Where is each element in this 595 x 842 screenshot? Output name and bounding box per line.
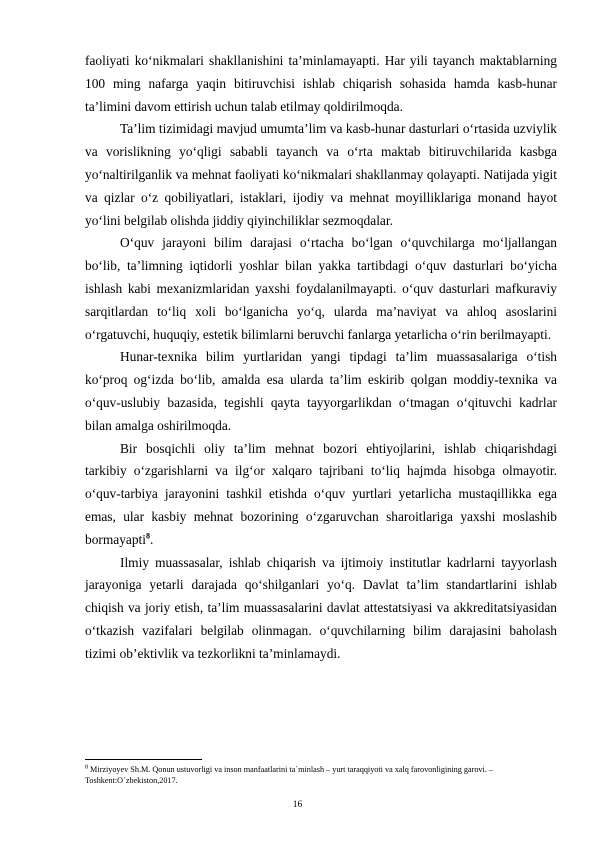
footnote-reference[interactable]: 8 [145,531,150,541]
page-body [85,50,557,666]
paragraph-3: O‘quv jarayoni bilim darajasi o‘rtacha bo‘lgan o‘quvchilarga mo‘ljallangan bo‘lib, ta’limning iqtidorli yoshlar bilan yakka tartibdagi o‘quv dasturlari bo‘yicha ishlash kabi mexanizmlaridan yaxshi foydalanilmayapti. o‘quv dasturlari mafkuraviy sarqitlardan to‘liq xoli bo‘lganicha yo‘q, ularda ma’naviyat va ahloq asoslarini o‘rgatuvchi, huquqiy, estetik bilimlarni beruvchi fanlarga yetarlicha o‘rin berilmayapti. [85,235,557,342]
paragraph-1: faoliyati ko‘nikmalari shakllanishini ta’minlamayapti. Har yili tayanch maktablarning 100 ming nafarga yaqin bitiruvchisi ishlab chiqarish sohasida hamda kasb-hunar ta’limini davom ettirish uchun talab etilmay qoldirilmoqda. [85,53,557,114]
footnote-marker: 8 [85,764,88,771]
footnote-separator [85,759,202,760]
paragraph-6: Ilmiy muassasalar, ishlab chiqarish va ijtimoiy institutlar kadrlarni tayyorlash jarayoniga yetarli darajada qo‘shilganlari yo‘q. Davlat ta’lim standartlarini ishlab chiqish va joriy etish, ta’lim muassasalarini davlat attestatsiyasi va akkreditatsiyasidan o‘tkazish vazifalari belgilab olinmagan. o‘quvchilarning bilim darajasini baholash tizimi ob’ektivlik va tezkorlikni ta’minlamaydi. [85,554,557,661]
paragraph-5: Bir bosqichli oliy ta’lim mehnat bozori ehtiyojlarini, ishlab chiqarishdagi tarkibiy o‘zgarishlarni va ilg‘or xalqaro tajribani to‘liq hajmda hisobga olmayotir. o‘quv-tarbiya jarayonini tashkil etishda o‘quv yurtlari yetarlicha mustaqillikka ega emas, ular kasbiy mehnat bozorining o‘zgaruvchan sharoitlariga yaxshi moslashib bormayapti$^8$. [85,440,557,547]
footnote-text: Mirziyoyev Sh.M. Qonun ustuvorligi va inson manfaatlarini ta`minlash – yurt taraqqiyoti va xalq farovonligining garovi. – Toshkent:O`zbekiston,2017. [85,765,493,785]
footnote [85,764,557,786]
paragraph-4: Hunar-texnika bilim yurtlaridan yangi tipdagi ta’lim muassasalariga o‘tish ko‘proq og‘izda bo‘lib, amalda esa ularda ta’lim eskirib qolgan moddiy-texnika va o‘quv-uslubiy bazasida, tegishli qayta tayyorgarlikdan o‘tmagan o‘qituvchi kadrlar bilan amalga oshirilmoqda. [85,349,557,433]
paragraph-5-text: Bir bosqichli oliy ta’lim mehnat bozori ehtiyojlarini, ishlab chiqarishdagi tarkibiy o‘zgarishlarni va ilg‘or xalqaro tajribani to‘liq hajmda hisobga olmayotir. o‘quv-tarbiya jarayonini tashkil etishda o‘quv yurtlari yetarlicha mustaqillikka ega emas, ular kasbiy mehnat bozorining o‘zgaruvchan sharoitlariga yaxshi moslashib bormayapti [85,440,557,547]
page-number: 16 [292,800,303,810]
paragraph-2: Ta’lim tizimidagi mavjud umumta’lim va kasb-hunar dasturlari o‘rtasida uzviylik va vorislikning yo‘qligi sababli tayanch va o‘rta maktab bitiruvchilarida kasbga yo‘naltirilganlik va mehnat faoliyati ko‘nikmalari shakllanmay qolayapti. Natijada yigit va qizlar o‘z qobiliyatlari, istaklari, ijodiy va mehnat moyilliklariga monand hayot yo‘lini belgilab olishda jiddiy qiyinchiliklar sezmoqdalar. [85,121,557,228]
